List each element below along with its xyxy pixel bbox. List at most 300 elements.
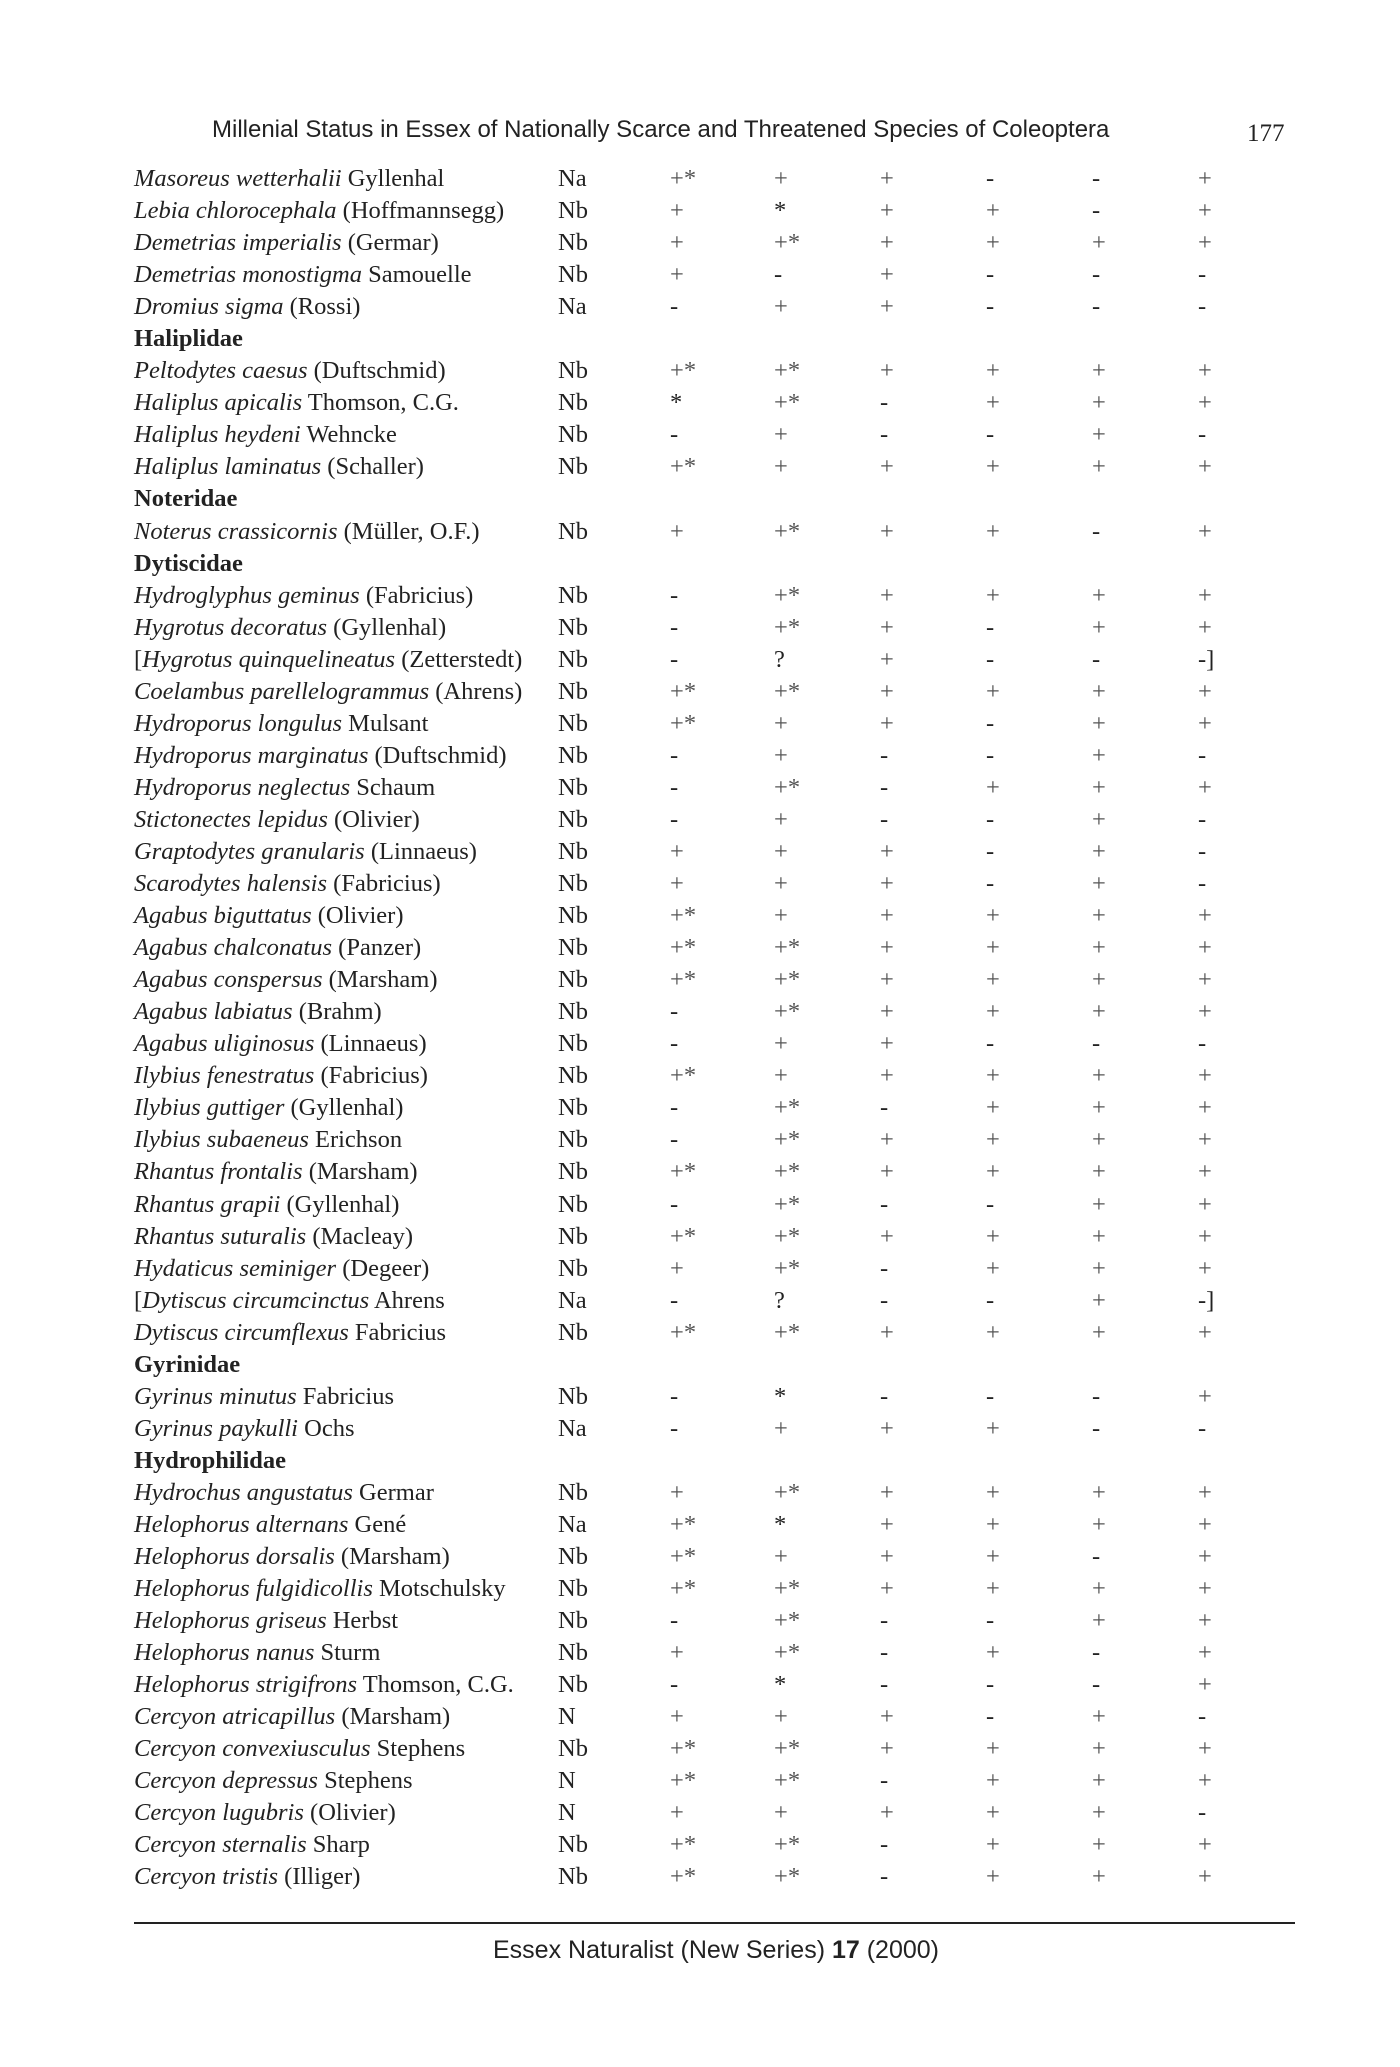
status-code: Nb xyxy=(558,1222,588,1250)
period-record-5: - xyxy=(1092,293,1101,321)
binomial-name: Hydrochus angustatus xyxy=(134,1478,353,1506)
period-record-3: + xyxy=(880,1158,894,1186)
period-record-6: - xyxy=(1198,870,1207,898)
species-row xyxy=(0,1060,1400,1092)
species-authority: (Germar) xyxy=(341,229,439,257)
period-record-1: - xyxy=(670,805,679,833)
species-row xyxy=(0,772,1400,804)
period-record-3: + xyxy=(880,293,894,321)
period-record-5: + xyxy=(1092,357,1106,385)
period-record-6: + xyxy=(1198,229,1212,257)
period-record-3: + xyxy=(880,709,894,737)
species-name xyxy=(134,1189,399,1221)
period-record-3: + xyxy=(880,677,894,705)
period-record-1: - xyxy=(670,998,679,1026)
status-code: Nb xyxy=(558,1478,588,1506)
period-record-4: - xyxy=(986,421,995,449)
period-record-1: - xyxy=(670,773,679,801)
species-name xyxy=(134,227,439,259)
species-authority: Sharp xyxy=(306,1831,370,1859)
binomial-name: Helophorus fulgidicollis xyxy=(134,1575,373,1603)
period-record-6: -] xyxy=(1198,1286,1215,1314)
status-code: Na xyxy=(558,1286,587,1314)
bracket-prefix: [ xyxy=(134,645,143,673)
species-name xyxy=(134,1092,403,1124)
period-record-3: - xyxy=(880,1671,889,1699)
period-record-5: + xyxy=(1092,613,1106,641)
binomial-name: Hydroglyphus geminus xyxy=(134,581,360,609)
period-record-2: +* xyxy=(774,966,801,994)
family-name: Noteridae xyxy=(134,485,238,513)
period-record-6: + xyxy=(1198,1190,1212,1218)
period-record-2: + xyxy=(774,1703,788,1731)
species-row xyxy=(0,740,1400,772)
species-name xyxy=(134,1605,398,1637)
species-name xyxy=(134,1541,450,1573)
period-record-2: +* xyxy=(774,773,801,801)
period-record-2: + xyxy=(774,709,788,737)
bracket-prefix: [ xyxy=(134,1286,143,1314)
status-code: Nb xyxy=(558,389,588,417)
period-record-3: - xyxy=(880,1831,889,1859)
binomial-name: Coelambus parellelogrammus xyxy=(134,677,430,705)
binomial-name: Scarodytes halensis xyxy=(134,870,328,898)
binomial-name: Dromius sigma xyxy=(134,293,284,321)
species-row xyxy=(0,900,1400,932)
status-code: Nb xyxy=(558,870,588,898)
species-row xyxy=(0,259,1400,291)
period-record-6: + xyxy=(1198,1062,1212,1090)
period-record-5: + xyxy=(1092,1510,1106,1538)
species-row xyxy=(0,612,1400,644)
period-record-2: + xyxy=(774,1414,788,1442)
species-name xyxy=(134,451,424,483)
period-record-6: + xyxy=(1198,934,1212,962)
period-record-3: - xyxy=(880,1254,889,1282)
period-record-1: +* xyxy=(670,357,697,385)
period-record-1: - xyxy=(670,1094,679,1122)
running-header: Millenial Status in Essex of Nationally Scarce and Threatened Species of Coleoptera xyxy=(212,116,1110,143)
period-record-4: + xyxy=(986,934,1000,962)
status-code: Na xyxy=(558,1414,587,1442)
period-record-1: - xyxy=(670,1030,679,1058)
status-code: Nb xyxy=(558,1382,588,1410)
period-record-6: + xyxy=(1198,966,1212,994)
period-record-2: +* xyxy=(774,1254,801,1282)
status-code: Nb xyxy=(558,1639,588,1667)
period-record-4: - xyxy=(986,1286,995,1314)
period-record-6: + xyxy=(1198,357,1212,385)
species-authority: (Olivier) xyxy=(311,902,404,930)
period-record-2: +* xyxy=(774,1767,801,1795)
period-record-5: + xyxy=(1092,1735,1106,1763)
period-record-2: * xyxy=(774,1382,787,1410)
period-record-5: + xyxy=(1092,709,1106,737)
period-record-1: +* xyxy=(670,1767,697,1795)
period-record-5: + xyxy=(1092,677,1106,705)
binomial-name: Helophorus nanus xyxy=(134,1639,315,1667)
period-record-2: +* xyxy=(774,357,801,385)
species-row xyxy=(0,1221,1400,1253)
binomial-name: Demetrias monostigma xyxy=(134,261,362,289)
binomial-name: Agabus biguttatus xyxy=(134,902,312,930)
period-record-4: - xyxy=(986,645,995,673)
species-name xyxy=(134,291,360,323)
species-row xyxy=(0,1701,1400,1733)
period-record-1: - xyxy=(670,293,679,321)
family-name: Haliplidae xyxy=(134,325,243,353)
period-record-4: + xyxy=(986,1735,1000,1763)
period-record-5: + xyxy=(1092,1158,1106,1186)
status-code: Nb xyxy=(558,773,588,801)
period-record-5: - xyxy=(1092,1671,1101,1699)
species-name xyxy=(134,1669,514,1701)
footer-journal: Essex Naturalist (New Series) xyxy=(492,1936,826,1964)
period-record-4: + xyxy=(986,581,1000,609)
species-name xyxy=(134,868,441,900)
binomial-name: Lebia chlorocephala xyxy=(134,197,337,225)
species-authority: (Olivier) xyxy=(303,1799,396,1827)
species-row xyxy=(0,644,1400,676)
period-record-5: + xyxy=(1092,1254,1106,1282)
period-record-4: - xyxy=(986,1030,995,1058)
period-record-5: + xyxy=(1092,966,1106,994)
period-record-3: + xyxy=(880,1543,894,1571)
species-row xyxy=(0,1573,1400,1605)
species-authority: (Macleay) xyxy=(306,1222,413,1250)
period-record-2: +* xyxy=(774,1222,801,1250)
species-authority: Schaum xyxy=(350,773,436,801)
period-record-2: + xyxy=(774,902,788,930)
family-name: Hydrophilidae xyxy=(134,1446,287,1474)
species-name xyxy=(134,1765,413,1797)
period-record-4: + xyxy=(986,998,1000,1026)
species-row xyxy=(0,932,1400,964)
period-record-2: ? xyxy=(774,1286,785,1314)
species-authority: Erichson xyxy=(308,1126,403,1154)
period-record-4: - xyxy=(986,741,995,769)
species-name xyxy=(134,932,421,964)
status-code: Na xyxy=(558,165,587,192)
period-record-6: - xyxy=(1198,741,1207,769)
period-record-2: + xyxy=(774,165,788,192)
period-record-3: - xyxy=(880,1190,889,1218)
period-record-3: - xyxy=(880,1767,889,1795)
period-record-4: + xyxy=(986,1222,1000,1250)
status-code: Nb xyxy=(558,1863,588,1891)
species-row xyxy=(0,1797,1400,1829)
period-record-2: +* xyxy=(774,517,801,545)
period-record-1: +* xyxy=(670,165,697,192)
period-record-5: + xyxy=(1092,998,1106,1026)
binomial-name: Ilybius subaeneus xyxy=(134,1126,309,1154)
period-record-2: +* xyxy=(774,1318,801,1346)
period-record-5: + xyxy=(1092,805,1106,833)
period-record-4: + xyxy=(986,1318,1000,1346)
binomial-name: Rhantus suturalis xyxy=(134,1222,307,1250)
species-row xyxy=(0,1156,1400,1188)
period-record-4: + xyxy=(986,677,1000,705)
period-record-3: - xyxy=(880,741,889,769)
species-row xyxy=(0,676,1400,708)
period-record-2: +* xyxy=(774,1863,801,1891)
species-authority: Thomson, C.G. xyxy=(357,1671,514,1699)
species-row xyxy=(0,1317,1400,1349)
binomial-name: Rhantus frontalis xyxy=(134,1158,303,1186)
species-row xyxy=(0,1028,1400,1060)
species-row xyxy=(0,996,1400,1028)
period-record-6: - xyxy=(1198,1703,1207,1731)
binomial-name: Agabus conspersus xyxy=(134,966,323,994)
period-record-3: + xyxy=(880,197,894,225)
binomial-name: Hydroporus neglectus xyxy=(134,773,351,801)
period-record-1: - xyxy=(670,645,679,673)
footer-year: (2000) xyxy=(866,1936,939,1964)
period-record-2: +* xyxy=(774,934,801,962)
species-authority: (Illiger) xyxy=(278,1863,361,1891)
period-record-4: + xyxy=(986,1575,1000,1603)
species-name xyxy=(134,1509,406,1541)
period-record-4: + xyxy=(986,1831,1000,1859)
species-name xyxy=(134,1477,434,1509)
period-record-6: + xyxy=(1198,389,1212,417)
period-record-4: - xyxy=(986,165,995,192)
period-record-3: - xyxy=(880,1639,889,1667)
period-record-5: + xyxy=(1092,870,1106,898)
species-row xyxy=(0,1413,1400,1445)
period-record-3: + xyxy=(880,1414,894,1442)
period-record-3: + xyxy=(880,1222,894,1250)
family-heading xyxy=(0,548,1400,580)
species-name xyxy=(134,996,382,1028)
binomial-name: Gyrinus minutus xyxy=(134,1382,297,1410)
period-record-4: + xyxy=(986,773,1000,801)
period-record-1: - xyxy=(670,581,679,609)
species-row xyxy=(0,451,1400,483)
species-row xyxy=(0,419,1400,451)
species-name xyxy=(134,1701,450,1733)
species-name xyxy=(134,1797,396,1829)
period-record-6: + xyxy=(1198,1735,1212,1763)
period-record-2: * xyxy=(774,1510,787,1538)
period-record-5: + xyxy=(1092,1767,1106,1795)
species-name xyxy=(134,1829,370,1861)
period-record-2: + xyxy=(774,1543,788,1571)
status-code: Nb xyxy=(558,645,588,673)
period-record-4: + xyxy=(986,357,1000,385)
period-record-6: + xyxy=(1198,773,1212,801)
family-heading xyxy=(0,1349,1400,1381)
period-record-3: + xyxy=(880,1703,894,1731)
status-code: Nb xyxy=(558,1094,588,1122)
period-record-1: + xyxy=(670,229,684,257)
period-record-4: + xyxy=(986,197,1000,225)
species-name xyxy=(134,419,397,451)
period-record-6: - xyxy=(1198,1414,1207,1442)
status-code: Na xyxy=(558,293,587,321)
period-record-3: + xyxy=(880,357,894,385)
period-record-4: - xyxy=(986,613,995,641)
species-row xyxy=(0,1285,1400,1317)
page-number: 177 xyxy=(1247,120,1285,147)
period-record-6: + xyxy=(1198,581,1212,609)
period-record-6: -] xyxy=(1198,645,1215,673)
status-code: Nb xyxy=(558,357,588,385)
period-record-6: + xyxy=(1198,165,1212,192)
period-record-3: + xyxy=(880,613,894,641)
period-record-3: + xyxy=(880,229,894,257)
period-record-2: +* xyxy=(774,1158,801,1186)
binomial-name: Helophorus strigifrons xyxy=(134,1671,358,1699)
species-authority: Ochs xyxy=(298,1414,355,1442)
period-record-6: + xyxy=(1198,709,1212,737)
period-record-5: + xyxy=(1092,1286,1106,1314)
status-code: Nb xyxy=(558,709,588,737)
period-record-4: - xyxy=(986,1703,995,1731)
period-record-5: + xyxy=(1092,741,1106,769)
species-name xyxy=(134,1285,445,1317)
period-record-1: +* xyxy=(670,1158,697,1186)
period-record-5: + xyxy=(1092,1190,1106,1218)
period-record-2: + xyxy=(774,870,788,898)
period-record-1: + xyxy=(670,1799,684,1827)
period-record-3: + xyxy=(880,1030,894,1058)
family-heading xyxy=(0,1445,1400,1477)
period-record-5: + xyxy=(1092,1126,1106,1154)
species-row xyxy=(0,708,1400,740)
status-code: Nb xyxy=(558,966,588,994)
period-record-2: +* xyxy=(774,998,801,1026)
status-code: Nb xyxy=(558,1190,588,1218)
species-row xyxy=(0,1541,1400,1573)
species-name xyxy=(134,1573,506,1605)
status-code: N xyxy=(558,1703,576,1731)
period-record-5: - xyxy=(1092,517,1101,545)
period-record-3: + xyxy=(880,998,894,1026)
period-record-2: +* xyxy=(774,1639,801,1667)
binomial-name: Hydroporus marginatus xyxy=(134,741,369,769)
period-record-1: - xyxy=(670,1671,679,1699)
species-authority: Wehncke xyxy=(300,421,397,449)
period-record-4: + xyxy=(986,1478,1000,1506)
status-code: Nb xyxy=(558,998,588,1026)
period-record-3: - xyxy=(880,805,889,833)
binomial-name: Cercyon sternalis xyxy=(134,1831,307,1859)
species-row xyxy=(0,195,1400,227)
period-record-6: - xyxy=(1198,837,1207,865)
species-authority: Fabricius xyxy=(296,1382,394,1410)
period-record-6: + xyxy=(1198,1575,1212,1603)
binomial-name: Agabus labiatus xyxy=(134,998,293,1026)
period-record-4: - xyxy=(986,1382,995,1410)
status-code: Nb xyxy=(558,1030,588,1058)
period-record-1: - xyxy=(670,1382,679,1410)
species-row xyxy=(0,387,1400,419)
period-record-1: - xyxy=(670,1607,679,1635)
species-authority: (Ahrens) xyxy=(429,677,523,705)
species-name xyxy=(134,1317,446,1349)
status-code: Nb xyxy=(558,1158,588,1186)
period-record-1: + xyxy=(670,1639,684,1667)
species-name xyxy=(134,580,473,612)
status-code: Nb xyxy=(558,837,588,865)
period-record-5: + xyxy=(1092,1094,1106,1122)
period-record-1: - xyxy=(670,613,679,641)
status-code: N xyxy=(558,1799,576,1827)
period-record-1: +* xyxy=(670,966,697,994)
period-record-4: + xyxy=(986,1062,1000,1090)
binomial-name: Ilybius fenestratus xyxy=(134,1062,315,1090)
period-record-3: - xyxy=(880,389,889,417)
species-authority: (Zetterstedt) xyxy=(395,645,523,673)
binomial-name: Hydroporus longulus xyxy=(134,709,343,737)
period-record-6: + xyxy=(1198,902,1212,930)
period-record-4: + xyxy=(986,1863,1000,1891)
period-record-5: - xyxy=(1092,645,1101,673)
period-record-2: +* xyxy=(774,1190,801,1218)
period-record-2: * xyxy=(774,197,787,225)
binomial-name: Graptodytes granularis xyxy=(134,837,365,865)
status-code: Nb xyxy=(558,1062,588,1090)
species-name xyxy=(134,1124,402,1156)
period-record-3: + xyxy=(880,453,894,481)
period-record-6: + xyxy=(1198,1254,1212,1282)
binomial-name: Agabus chalconatus xyxy=(134,934,333,962)
period-record-1: +* xyxy=(670,453,697,481)
species-row xyxy=(0,227,1400,259)
species-authority: (Panzer) xyxy=(332,934,422,962)
period-record-3: - xyxy=(880,421,889,449)
binomial-name: Hygrotus quinquelineatus xyxy=(142,645,396,673)
period-record-6: + xyxy=(1198,1510,1212,1538)
period-record-6: - xyxy=(1198,421,1207,449)
period-record-4: - xyxy=(986,870,995,898)
period-record-1: +* xyxy=(670,677,697,705)
period-record-5: - xyxy=(1092,1639,1101,1667)
period-record-5: + xyxy=(1092,229,1106,257)
binomial-name: Ilybius guttiger xyxy=(134,1094,285,1122)
period-record-3: - xyxy=(880,1863,889,1891)
period-record-4: + xyxy=(986,902,1000,930)
period-record-2: + xyxy=(774,1030,788,1058)
period-record-1: + xyxy=(670,1703,684,1731)
period-record-6: + xyxy=(1198,1158,1212,1186)
period-record-1: + xyxy=(670,1478,684,1506)
period-record-3: + xyxy=(880,645,894,673)
family-name: Gyrinidae xyxy=(134,1350,241,1378)
species-authority: Ahrens xyxy=(369,1286,445,1314)
species-authority: (Hoffmannsegg) xyxy=(336,197,505,225)
species-row xyxy=(0,1124,1400,1156)
period-record-6: + xyxy=(1198,1094,1212,1122)
species-name xyxy=(134,1028,427,1060)
period-record-3: + xyxy=(880,581,894,609)
species-authority: (Duftschmid) xyxy=(368,741,507,769)
period-record-4: - xyxy=(986,837,995,865)
status-code: Nb xyxy=(558,581,588,609)
status-code: Nb xyxy=(558,805,588,833)
period-record-3: + xyxy=(880,837,894,865)
period-record-6: - xyxy=(1198,293,1207,321)
period-record-3: + xyxy=(880,1510,894,1538)
species-name xyxy=(134,1381,394,1413)
period-record-1: * xyxy=(670,389,683,417)
period-record-2: +* xyxy=(774,1126,801,1154)
period-record-1: +* xyxy=(670,1062,697,1090)
binomial-name: Masoreus wetterhalii xyxy=(134,165,342,192)
period-record-1: +* xyxy=(670,934,697,962)
species-authority: (Schaller) xyxy=(321,453,424,481)
